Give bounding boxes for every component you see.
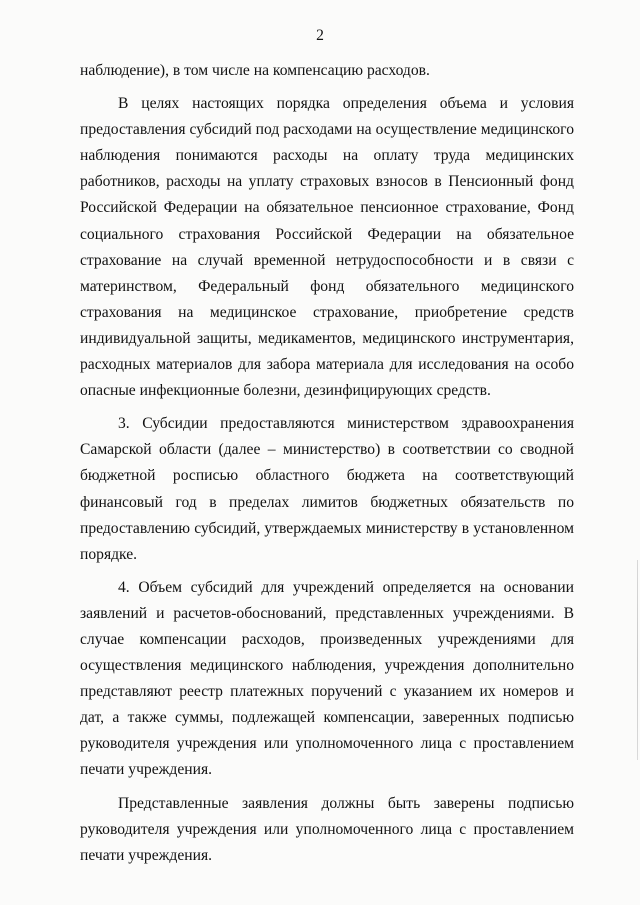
scan-edge-divider: [637, 560, 638, 760]
paragraph-clause-4: 4. Объем субсидий для учреждений определяется на основании заявлений и расчетов-обоснований, представленных учреждениями. В случае компенсации расходов, произведенных учреждениями для осуществления медицинского наблюдения, учреждения дополнительно представляют реестр платежных поручений с указанием их номеров и дат, а также суммы, подлежащей компенсации, заверенных подписью руководителя учреждения или уполномоченного лица с проставлением печати учреждения.: [80, 578, 574, 779]
paragraph-definition-of-expenses: В целях настоящих порядка определения объема и условия предоставления субсидий под расходами на осуществление медицинского наблюдения понимаются расходы на оплату труда медицинских работников, расходы на уплату страховых взносов в Пенсионный фонд Российской Федерации на обязательное пенсионное страхование, Фонд социального страхования Российской Федерации на обязательное страхование на случай временной нетрудоспособности и в связи с материнством, Федеральный фонд обязательного медицинского страхования на медицинское страхование, приобретение средств индивидуальной защиты, медикаментов, медицинского инструментария, расходных материалов для забора материала для исследования на особо опасные инфекционные болезни, дезинфицирующих средств.: [80, 95, 574, 400]
page-number: 2: [316, 27, 324, 44]
paragraph-clause-3: 3. Субсидии предоставляются министерством здравоохранения Самарской области (далее – министерство) в соответствии со сводной бюджетной росписью областного бюджета на соответствующий финансовый год в пределах лимитов бюджетных обязательств по предоставлению субсидий, утверждаемых министерству в установленном порядке.: [80, 415, 574, 563]
paragraph-continuation: наблюдение), в том числе на компенсацию расходов.: [80, 62, 430, 79]
document-body: [80, 58, 574, 876]
paragraph-applications-certification: Представленные заявления должны быть заверены подписью руководителя учреждения или уполномоченного лица с проставлением печати учреждения.: [80, 794, 574, 864]
